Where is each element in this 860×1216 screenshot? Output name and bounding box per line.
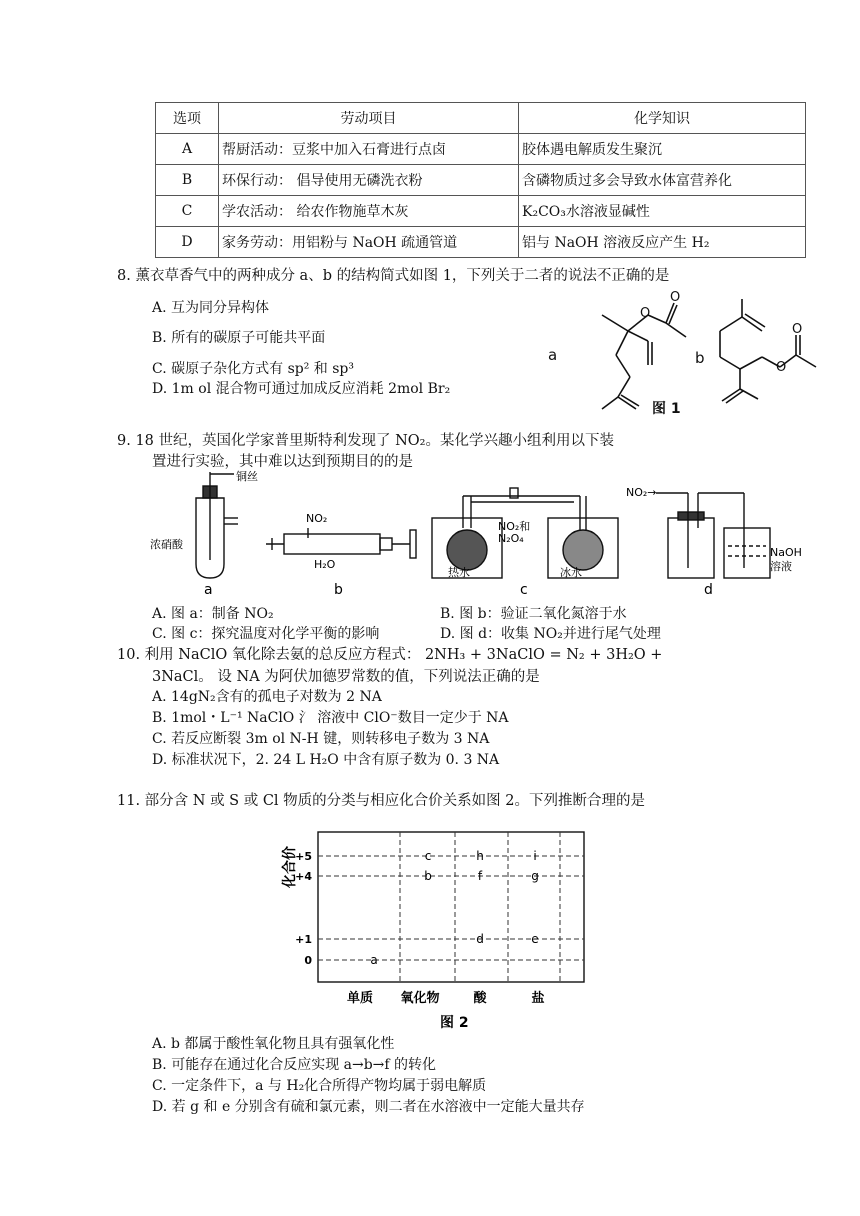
- table-cell: 家务劳动：用铝粉与 NaOH 疏通管道: [219, 227, 519, 258]
- fig2-point-i: i: [533, 849, 537, 863]
- q8-option-d: D. 1m ol 混合物可通过加成反应消耗 2mol Br₂: [152, 381, 451, 397]
- table-cell: 铝与 NaOH 溶液反应产生 H₂: [519, 227, 806, 258]
- figure-2-valence-chart: [270, 822, 600, 1032]
- fig2-xtick: 氧化物: [400, 991, 440, 1006]
- label-copper-wire: 铜丝: [236, 470, 258, 483]
- fig2-xtick: 单质: [346, 991, 374, 1006]
- q11-stem: 11. 部分含 N 或 S 或 Cl 物质的分类与相应化合价关系如图 2。下列推断合理的是: [117, 793, 646, 809]
- q9-option-b: B. 图 b：验证二氧化氮溶于水: [440, 606, 627, 622]
- fig2-grid: [318, 832, 584, 982]
- table-header: 劳动项目: [219, 103, 519, 134]
- table-row: [156, 196, 806, 227]
- label-conc-nitric-acid: 浓硝酸: [150, 538, 183, 551]
- fig2-point-h: h: [476, 849, 484, 863]
- apparatus-a: [196, 472, 238, 578]
- fig2-xtick: 盐: [531, 991, 545, 1006]
- label-h2o: H₂O: [314, 558, 336, 571]
- q9-option-d: D. 图 d：收集 NO₂并进行尾气处理: [440, 626, 661, 642]
- fig2-ytick: +5: [295, 850, 312, 863]
- fig2-ytick: +1: [295, 933, 312, 946]
- q10-option-c: C. 若反应断裂 3m ol N-H 键，则转移电子数为 3 NA: [152, 731, 490, 747]
- table-cell: 环保行动： 倡导使用无磷洗衣粉: [219, 165, 519, 196]
- table-cell: A: [156, 134, 219, 165]
- q10-stem-line1: 10. 利用 NaClO 氧化除去氨的总反应方程式： 2NH₃ + 3NaClO = N₂ + 3H₂O +: [117, 647, 663, 663]
- q9-option-c: C. 图 c：探究温度对化学平衡的影响: [152, 626, 380, 642]
- label-mix-1: NO₂和: [498, 520, 531, 533]
- label-mix-2: N₂O₄: [498, 532, 524, 545]
- fig2-ytick: +4: [295, 870, 312, 883]
- q9-option-a: A. 图 a：制备 NO₂: [152, 606, 274, 622]
- apparatus-d: [656, 493, 770, 578]
- table-cell: 学农活动： 给农作物施草木灰: [219, 196, 519, 227]
- q10-option-a: A. 14gN₂含有的孤电子对数为 2 NA: [152, 689, 382, 705]
- fig2-point-c: c: [424, 849, 432, 863]
- fig1-label-a: a: [548, 346, 558, 364]
- q11-option-d: D. 若 g 和 e 分别含有硫和氯元素，则二者在水溶液中一定能大量共存: [152, 1099, 585, 1115]
- fig-label-a: a: [204, 582, 213, 598]
- q8-option-c: C. 碳原子杂化方式有 sp² 和 sp³: [152, 361, 354, 377]
- table-cell: D: [156, 227, 219, 258]
- apparatus-c: [432, 488, 618, 578]
- fig2-point-e: e: [531, 932, 539, 946]
- fig2-point-b: b: [424, 869, 432, 883]
- atom-o: O: [776, 360, 787, 375]
- q11-option-b: B. 可能存在通过化合反应实现 a→b→f 的转化: [152, 1057, 437, 1073]
- q10-option-d: D. 标准状况下，2. 24 L H₂O 中含有原子数为 0. 3 NA: [152, 752, 500, 768]
- options-table: [155, 102, 806, 258]
- fig-label-c: c: [520, 582, 528, 598]
- table-cell: 帮厨活动：豆浆中加入石膏进行点卤: [219, 134, 519, 165]
- q10-option-b: B. 1mol・L⁻¹ NaClO 氵 溶液中 ClO⁻数目一定少于 NA: [152, 710, 509, 726]
- apparatus-b: [266, 528, 416, 558]
- table-row: [156, 165, 806, 196]
- table-cell: B: [156, 165, 219, 196]
- table-header-row: [156, 103, 806, 134]
- atom-o: O: [792, 322, 803, 337]
- atom-o: O: [640, 306, 651, 321]
- table-cell: 含磷物质过多会导致水体富营养化: [519, 165, 806, 196]
- table-header: 选项: [156, 103, 219, 134]
- label-ice-water: 冰水: [560, 566, 582, 579]
- fig1-caption: 图 1: [652, 401, 681, 417]
- q10-stem-line2: 3NaCl。 设 NA 为阿伏加德罗常数的值，下列说法正确的是: [152, 669, 540, 685]
- figure-1-structures: [540, 285, 840, 420]
- q11-option-a: A. b 都属于酸性氧化物且具有强氧化性: [152, 1036, 395, 1052]
- label-solution: 溶液: [770, 560, 792, 573]
- fig1-label-b: b: [695, 349, 705, 367]
- atom-o: O: [670, 290, 681, 305]
- label-naoh: NaOH: [770, 546, 802, 559]
- fig2-xtick: 酸: [473, 991, 487, 1006]
- q8-stem: 8. 薰衣草香气中的两种成分 a、b 的结构简式如图 1，下列关于二者的说法不正确的是: [117, 268, 670, 284]
- label-hot-water: 热水: [448, 566, 470, 579]
- q9-stem-line1: 9. 18 世纪，英国化学家普里斯特利发现了 NO₂。某化学兴趣小组利用以下装: [117, 433, 614, 449]
- fig2-ylabel: 化合价: [282, 846, 298, 888]
- q8-option-a: A. 互为同分异构体: [152, 300, 270, 316]
- fig-label-d: d: [704, 582, 713, 598]
- fig2-point-d: d: [476, 932, 484, 946]
- table-row: [156, 134, 806, 165]
- table-cell: C: [156, 196, 219, 227]
- fig2-point-a: a: [370, 953, 378, 967]
- q11-option-c: C. 一定条件下，a 与 H₂化合所得产物均属于弱电解质: [152, 1078, 487, 1094]
- fig2-caption: 图 2: [440, 1015, 469, 1031]
- fig2-point-f: f: [477, 869, 483, 883]
- table-header: 化学知识: [519, 103, 806, 134]
- label-no2-in: NO₂→: [626, 486, 657, 499]
- fig2-xticks: [347, 990, 545, 1006]
- fig2-ytick: 0: [304, 954, 312, 967]
- figure-apparatus: [148, 468, 802, 602]
- table-cell: K₂CO₃水溶液显碱性: [519, 196, 806, 227]
- table-row: [156, 227, 806, 258]
- q8-option-b: B. 所有的碳原子可能共平面: [152, 330, 326, 346]
- q9-stem-line2: 置进行实验，其中难以达到预期目的的是: [152, 454, 413, 470]
- fig-label-b: b: [334, 582, 343, 598]
- table-cell: 胶体遇电解质发生聚沉: [519, 134, 806, 165]
- label-no2: NO₂: [306, 512, 328, 525]
- fig2-point-g: g: [531, 869, 539, 883]
